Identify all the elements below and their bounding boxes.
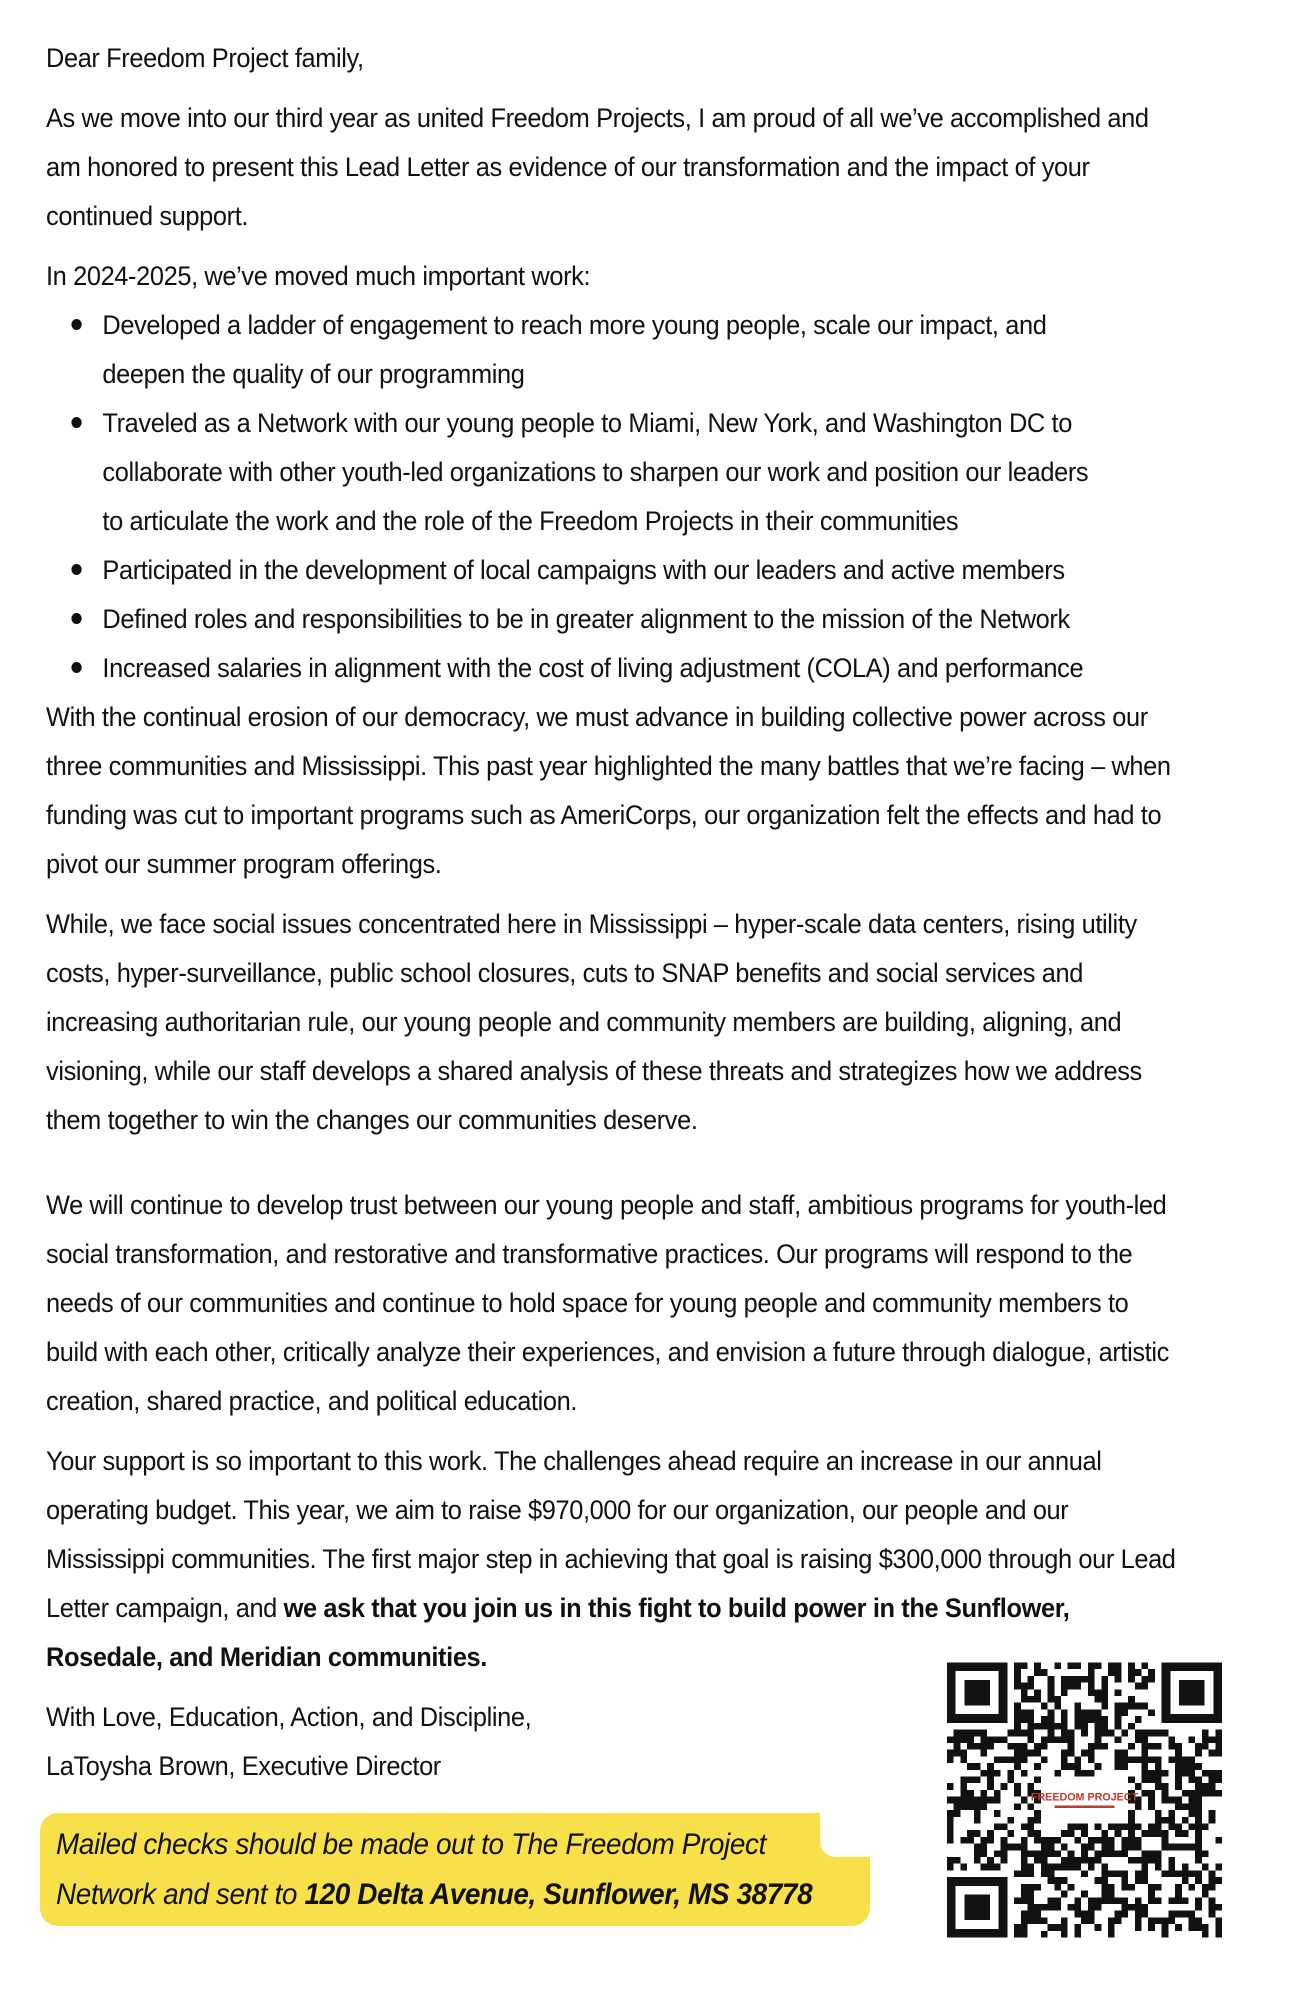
list-item: Traveled as a Network with our young people to Miami, New York, and Washington DC to collaborate with other youth-led organizations to sharpen our work and position our leaders to articulate the work and the role of the Freedom Projects in their communities [102,399,1183,546]
work-list [46,301,1183,693]
intro-paragraph: As we move into our third year as united Freedom Projects, I am proud of all we’ve accomplished and am honored to present this Lead Letter as evidence of our transformation and the impact of your continued support. [46,103,1149,231]
support-ask: we ask that you join us in this fight to build power in the Sunflower, Rosedale, and Meridian communities. [46,1593,1070,1672]
mail-address: 120 Delta Avenue, Sunflower, MS 38778 [304,1878,813,1911]
issues-paragraph: While, we face social issues concentrated here in Mississippi – hyper-scale data centers, rising utility costs, hyper-surveillance, public school closures, cuts to SNAP benefits and social services and increasing authoritarian rule, our young people and community members are building, aligning, and visioning, while our staff develops a shared analysis of these threats and strategizes how we address them together to win the changes our communities deserve. [46,909,1142,1135]
list-item: Developed a ladder of engagement to reach more young people, scale our impact, and deepen the quality of our programming [102,301,1183,399]
mail-note [56,1820,837,1920]
qr-code-icon[interactable] [947,1660,1222,1940]
democracy-paragraph: With the continual erosion of our democracy, we must advance in building collective power across our three communities and Mississippi. This past year highlighted the many battles that we’re facing – when funding was cut to important programs such as AmeriCorps, our organization felt the effects and had to pivot our summer program offerings. [46,702,1171,879]
bullet-icon [71,417,81,428]
letter-body [46,34,1183,1791]
support-paragraph [46,1437,1183,1682]
work-intro: In 2024-2025, we’ve moved much important work: [46,261,591,291]
qr-logo-text: FREEDOM PROJECT [1030,1791,1139,1804]
salutation: Dear Freedom Project family, [46,43,364,73]
bullet-icon [71,662,81,673]
mail-note-text: Mailed checks should be made out to The Freedom Project Network and sent to [56,1828,766,1911]
closing: With Love, Education, Action, and Discipline, [46,1702,532,1732]
signature: LaToysha Brown, Executive Director [46,1751,441,1781]
bullet-icon [71,319,81,330]
list-item: Increased salaries in alignment with the cost of living adjustment (COLA) and performance [102,644,1183,693]
support-text: Your support is so important to this work. The challenges ahead require an increase in our annual operating budget. This year, we aim to raise $970,000 for our organization, our people and our Mississippi communities. The first major step in achieving that goal is raising $300,000 through our Lead Letter campaign, and [46,1446,1176,1623]
bullet-icon [71,613,81,624]
list-item: Participated in the development of local campaigns with our leaders and active members [102,546,1183,595]
bullet-icon [71,564,81,575]
list-item: Defined roles and responsibilities to be in greater alignment to the mission of the Network [102,595,1183,644]
continue-paragraph: We will continue to develop trust between our young people and staff, ambitious programs for youth-led social transformation, and restorative and transformative practices. Our programs will respond to the needs of our communities and continue to hold space for young people and community members to build with each other, critically analyze their experiences, and envision a future through dialogue, artistic creation, shared practice, and political education. [46,1190,1169,1416]
